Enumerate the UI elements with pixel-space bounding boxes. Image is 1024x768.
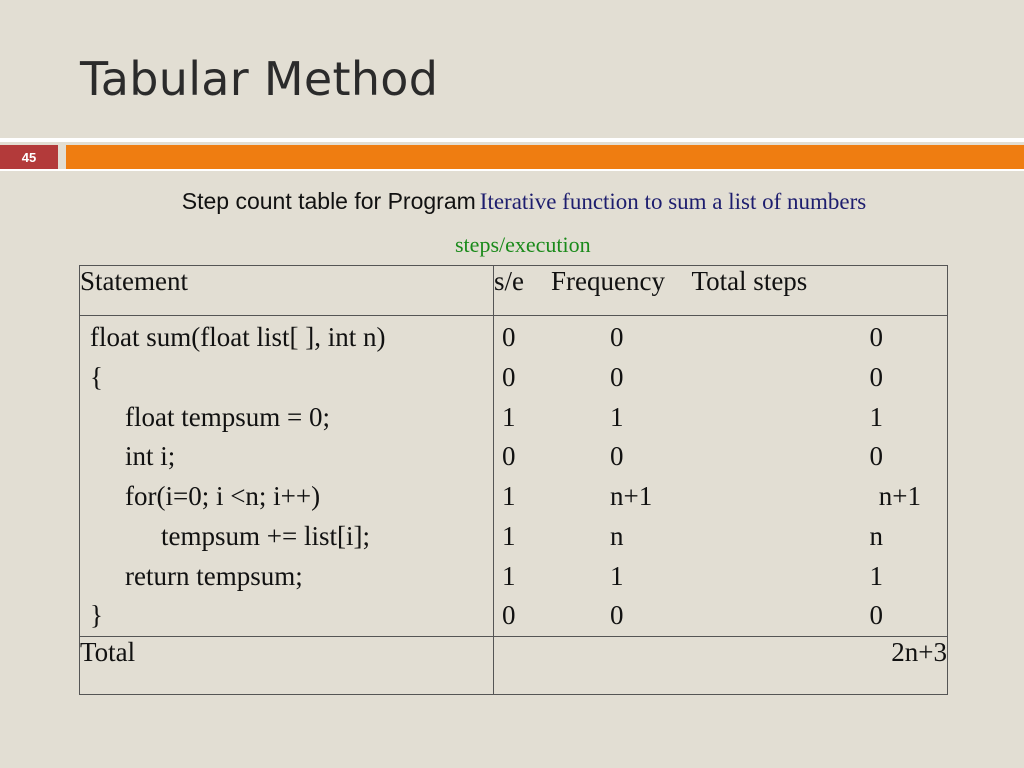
se-value: 1 [502,481,516,511]
code-line: float tempsum = 0; [125,401,330,432]
caption-program-name: Iterative function to sum a list of numbers [479,189,867,214]
code-line: for(i=0; i <n; i++) [125,481,321,511]
total-steps-value: 1 [869,560,883,591]
statement-cell [80,316,494,637]
value-row [494,517,947,557]
se-value: 1 [502,520,516,551]
values-cell [494,316,948,637]
total-steps-value: 0 [869,600,883,631]
code-line: } [90,600,103,631]
header-statement: Statement [80,266,494,316]
frequency-value: 0 [610,441,624,472]
frequency-value: n+1 [610,481,653,511]
title-divider [0,138,1024,142]
slide-number-badge: 45 [0,145,58,169]
value-row [494,477,947,517]
table-body-row [80,316,948,637]
accent-divider [0,169,1024,171]
caption-prefix: Step count table for Program [181,188,476,214]
total-label: Total [80,637,494,695]
accent-bar [66,145,1024,169]
value-row [494,437,947,477]
total-value: 2n+3 [494,637,948,695]
slide-title: Tabular Method [80,52,439,106]
frequency-value: 0 [610,600,624,631]
steps-execution-label: steps/execution [455,232,591,257]
frequency-value: 1 [610,401,624,432]
se-value: 0 [502,322,516,352]
code-line: tempsum += list[i]; [161,520,370,551]
table-total-row [80,637,948,695]
value-row [494,557,947,597]
total-steps-value: 0 [869,441,883,472]
value-row [494,318,947,358]
value-row [494,596,947,636]
se-value: 1 [502,401,516,432]
frequency-value: 1 [610,560,624,591]
step-count-table [79,265,948,695]
total-steps-value: 0 [869,361,883,392]
code-line: float sum(float list[ ], int n) [90,322,386,352]
se-value: 0 [502,361,516,392]
total-steps-value: 0 [869,322,883,352]
se-value: 0 [502,441,516,472]
total-steps-value: n+1 [878,481,921,511]
se-value: 1 [502,560,516,591]
code-line: return tempsum; [125,560,303,591]
se-value: 0 [502,600,516,631]
code-line: int i; [125,441,176,472]
header-values: s/e Frequency Total steps [494,266,948,316]
total-steps-value: n [869,520,883,551]
value-row [494,398,947,438]
frequency-value: 0 [610,361,624,392]
value-row [494,358,947,398]
frequency-value: n [610,520,624,551]
table-caption [0,188,1024,215]
frequency-value: 0 [610,322,624,352]
table-header-row [80,266,948,316]
code-line: { [90,361,103,392]
total-steps-value: 1 [869,401,883,432]
